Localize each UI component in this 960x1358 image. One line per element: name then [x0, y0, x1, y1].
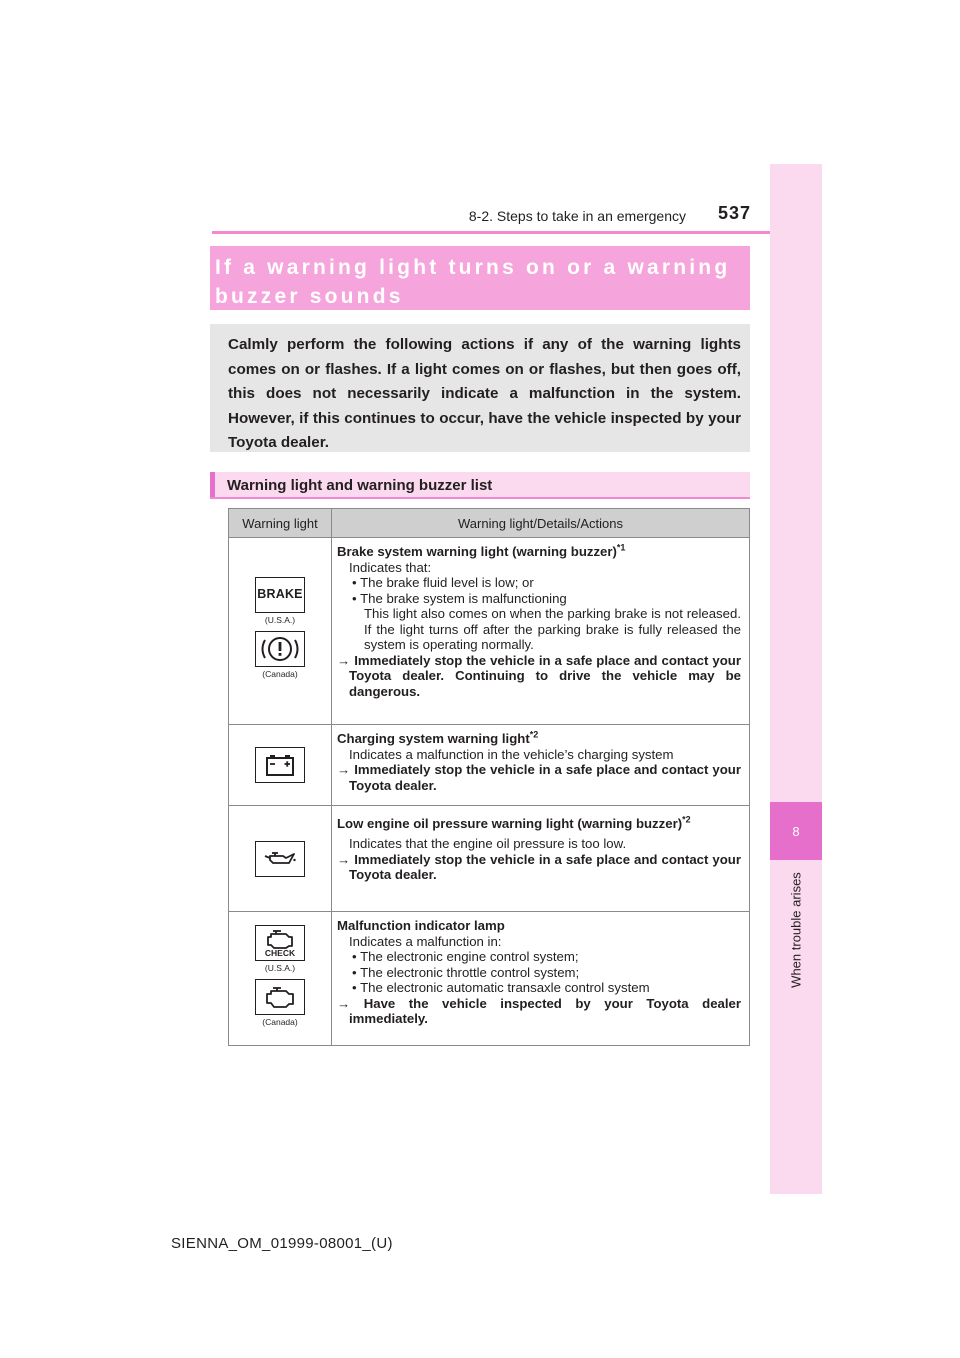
brake-text-icon: BRAKE [255, 577, 305, 613]
icon-caption: (Canada) [262, 669, 298, 679]
page-number: 537 [718, 203, 752, 223]
warning-action: → Immediately stop the vehicle in a safe place and contact your Toyota dealer. Continuing to drive the vehicle may be dangerous. [337, 652, 741, 699]
intro-paragraph: Calmly perform the following actions if any of the warning lights comes on or flashes. If a light comes on or flashes, but then goes off, this does not necessarily indicate a malfunction in the system. However, if this continues to occur, have the vehicle inspected by your Toyota dealer. [210, 324, 750, 452]
list-item: • The electronic automatic transaxle control system [352, 980, 650, 995]
brake-circle-exclamation-icon [255, 631, 305, 667]
warning-lead: Indicates a malfunction in: [349, 933, 502, 949]
header-rule [212, 231, 822, 234]
icon-cell [229, 912, 332, 1046]
icon-cell [229, 725, 332, 806]
list-item: • The brake system is malfunctioning [352, 590, 567, 606]
warning-action: → Have the vehicle inspected by your Toyota dealer immediately. [337, 995, 741, 1026]
table-header-row [229, 509, 750, 538]
list-item: • The brake fluid level is low; or [352, 575, 534, 590]
icon-caption: (U.S.A.) [264, 615, 296, 625]
table-row-charging [229, 725, 750, 806]
section-heading-line1: If a warning light turns on or a warning [215, 256, 731, 279]
column-header-details: Warning light/Details/Actions [332, 509, 750, 538]
warning-title: Malfunction indicator lamp [337, 918, 505, 933]
chapter-label: When trouble arises [788, 872, 804, 988]
list-item: • The electronic throttle control system; [352, 964, 580, 980]
warning-title: Low engine oil pressure warning light (warning buzzer)$^{*2}$ [337, 814, 691, 831]
table-row-brake [229, 538, 750, 725]
warning-lead: Indicates that the engine oil pressure is too low. [349, 836, 627, 851]
icon-caption: (Canada) [262, 1016, 298, 1027]
icon-cell [229, 538, 332, 725]
details-cell [332, 538, 750, 725]
icon-caption: (U.S.A.) [264, 962, 296, 973]
details-cell [332, 912, 750, 1046]
battery-icon [255, 747, 305, 783]
table-row-oil-pressure [229, 806, 750, 912]
details-cell [332, 725, 750, 806]
warning-action: → Immediately stop the vehicle in a safe place and contact your Toyota dealer. [337, 851, 741, 882]
document-code-footer: SIENNA_OM_01999-08001_(U) [171, 1235, 393, 1252]
chapter-number-tab[interactable]: 8 [770, 802, 822, 860]
chapter-side-tab [770, 164, 822, 1194]
subsection-rule [210, 497, 750, 499]
section-heading-banner [210, 246, 750, 310]
details-cell [332, 806, 750, 912]
warning-title: Charging system warning light$^{*2}$ [337, 729, 539, 746]
section-heading-line2: buzzer sounds [215, 285, 404, 308]
section-title: 8-2. Steps to take in an emergency [468, 208, 686, 224]
icon-cell [229, 806, 332, 912]
warning-lead: Indicates a malfunction in the vehicle’s charging system [349, 746, 674, 762]
engine-icon [255, 979, 305, 1015]
subsection-heading: Warning light and warning buzzer list [210, 472, 750, 498]
warning-action: → Immediately stop the vehicle in a safe place and contact your Toyota dealer. [337, 762, 741, 793]
list-item: • The electronic engine control system; [352, 949, 579, 964]
warning-title: Brake system warning light (warning buzzer)$^{*1}$ [337, 542, 626, 559]
table-row-malfunction [229, 912, 750, 1046]
warning-note: This light also comes on when the parking brake is not released. If the light turns off after the parking brake is fully released the system is operating normally. [364, 606, 741, 652]
warning-light-table [228, 508, 750, 1046]
engine-check-icon: CHECK [255, 925, 305, 961]
column-header-warning-light: Warning light [229, 509, 332, 538]
oil-can-icon [255, 841, 305, 877]
warning-lead: Indicates that: [349, 559, 432, 575]
